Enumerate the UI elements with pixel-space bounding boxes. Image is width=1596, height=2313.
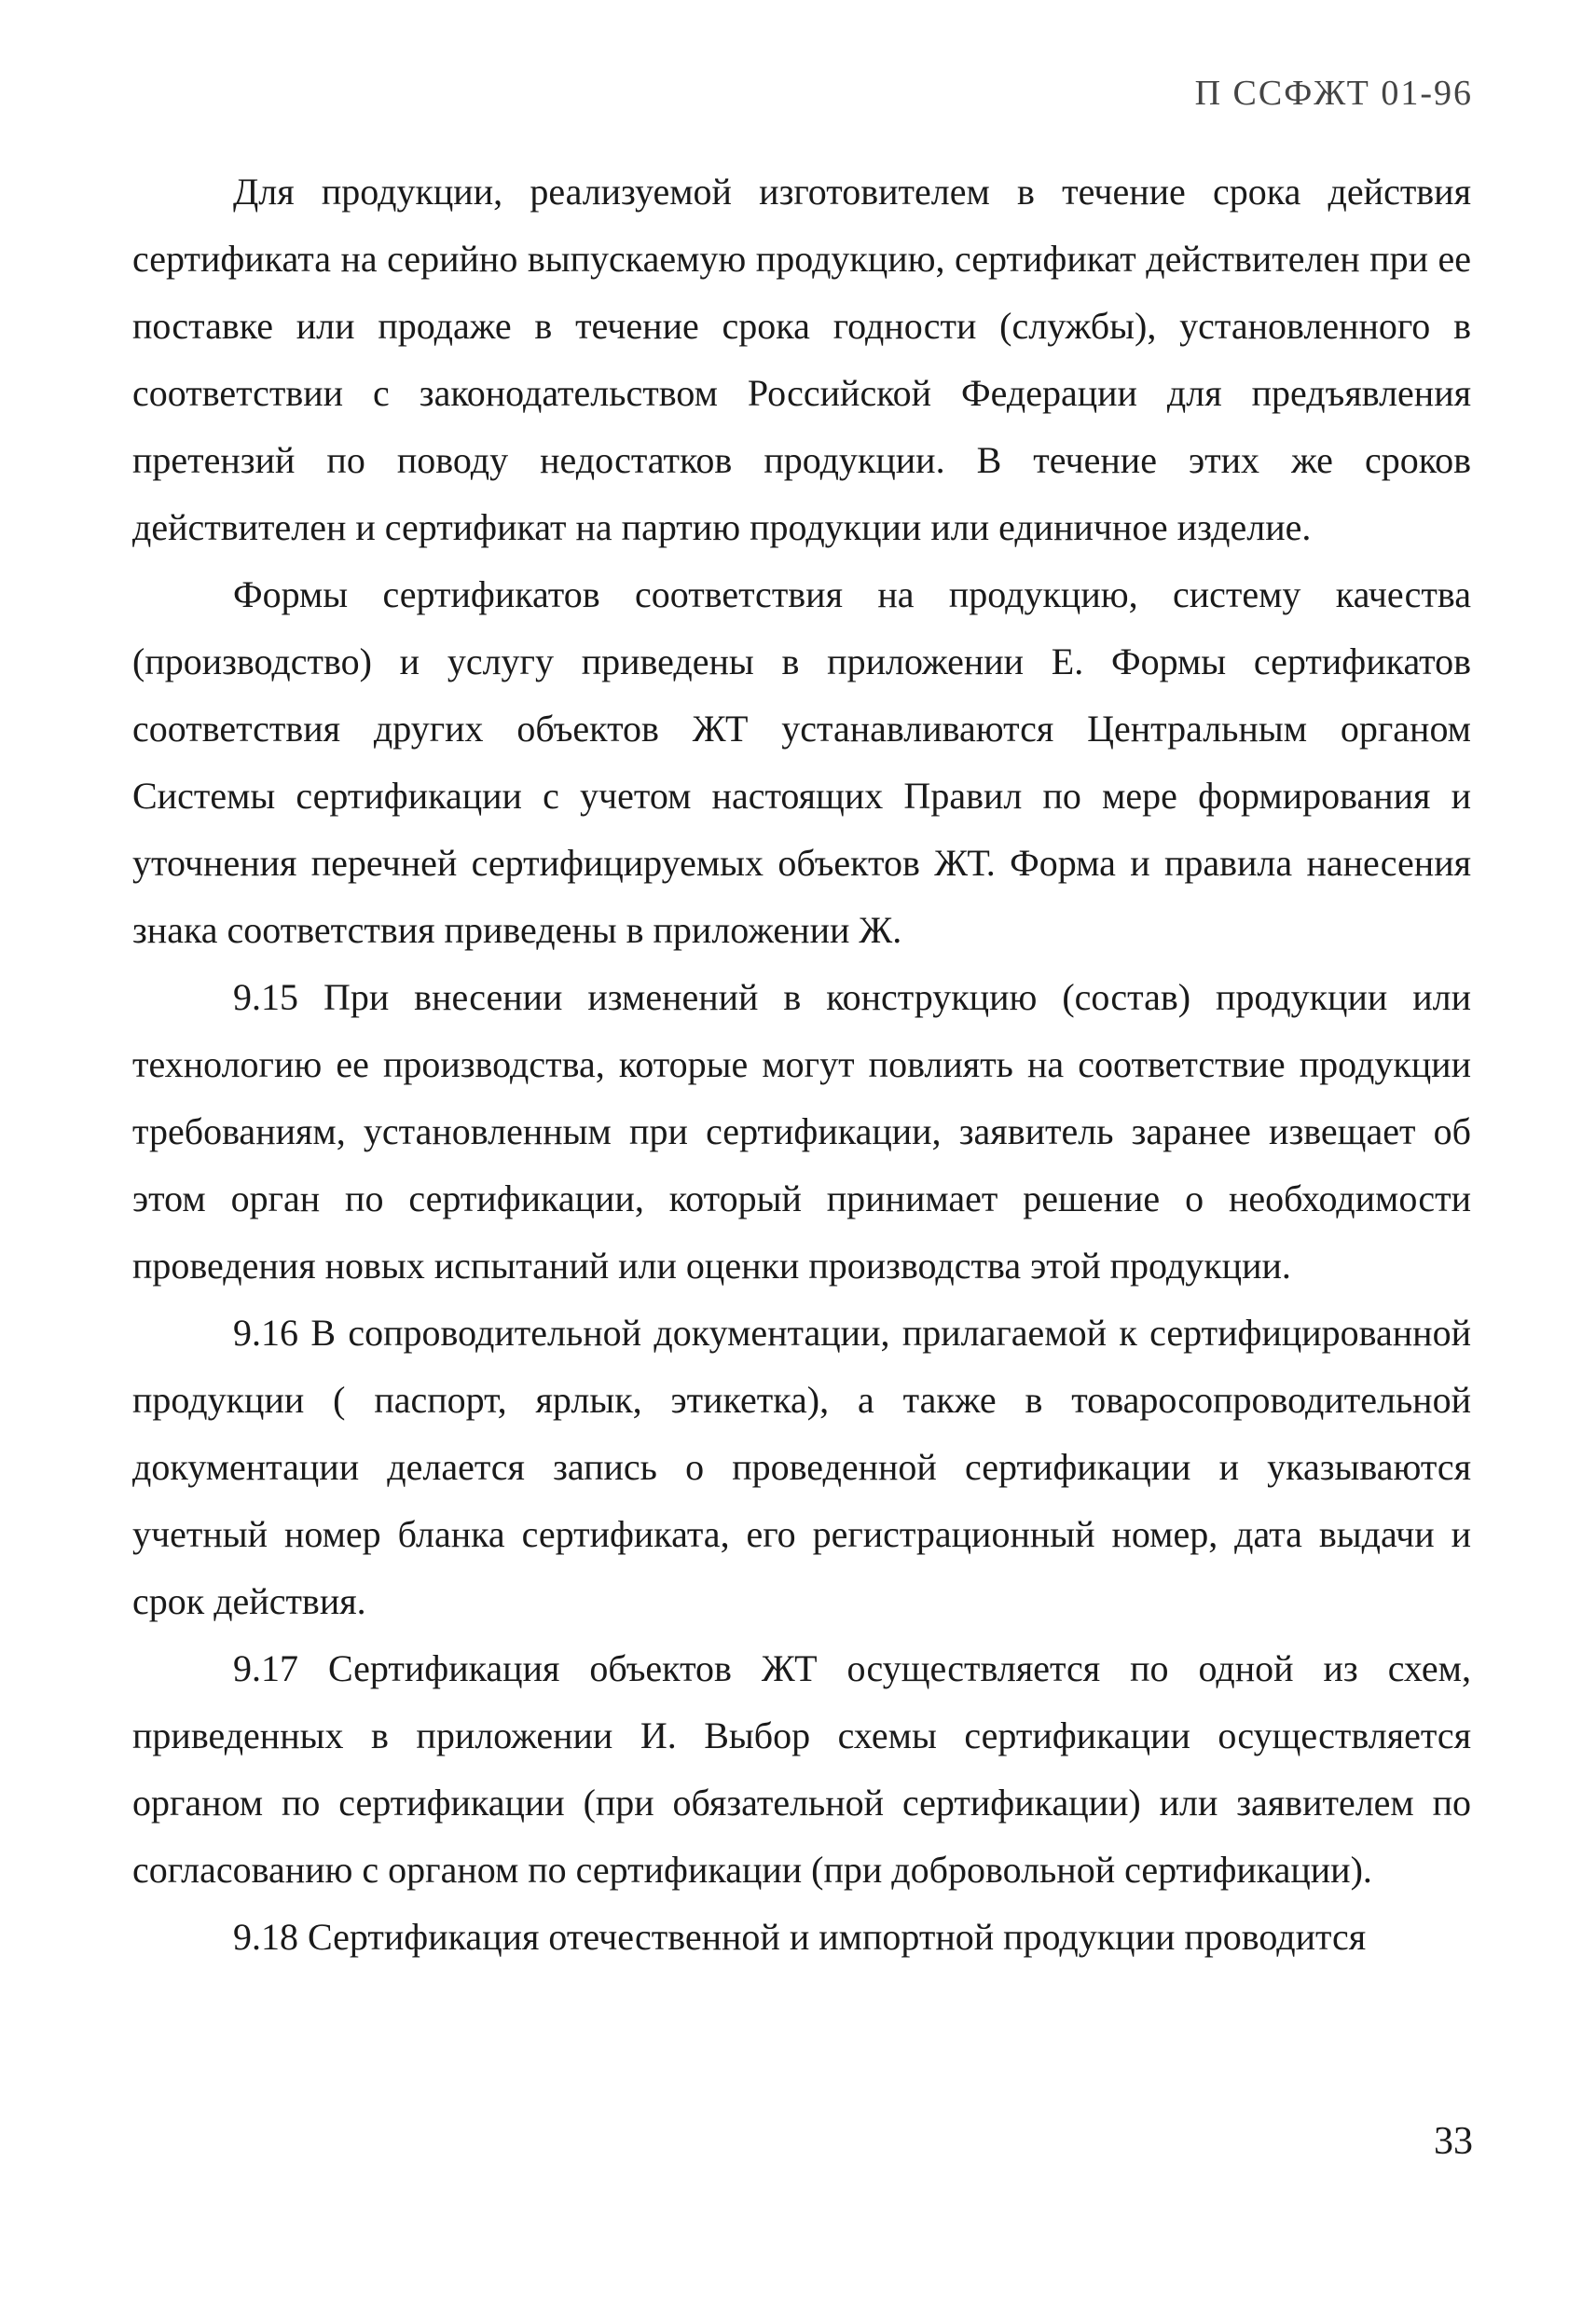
paragraph-9-18: 9.18 Сертификация отечественной и импортной продукции проводится xyxy=(233,1916,1367,1958)
paragraph-certificate-validity: Для продукции, реализуемой изготовителем в течение срока действия сертификата на серийно выпускаемую продукцию, сертификат действителен при ее поставке или продаже в течение срока годности (службы), установленного в соответствии с законодательством Российской Федерации для предъявления претензий по поводу недостатков продукции. В течение этих же сроков действителен и сертификат на партию продукции или единичное изделие. xyxy=(132,171,1471,548)
paragraph-certificate-forms: Формы сертификатов соответствия на продукцию, систему качества (производство) и услугу приведены в приложении Е. Формы сертификатов соответствия других объектов ЖТ устанавливаются Центральным органом Системы сертификации с учетом настоящих Правил по мере формирования и уточнения перечней сертифицируемых объектов ЖТ. Форма и правила нанесения знака соответствия приведены в приложении Ж. xyxy=(132,573,1471,951)
paragraph-9-16: 9.16 В сопроводительной документации, прилагаемой к сертифицированной продукции ( паспорт, ярлык, этикетка), а также в товаросопроводительной документации делается запись о проведенной сертификации и указываются учетный номер бланка сертификата, его регистрационный номер, дата выдачи и срок действия. xyxy=(132,1312,1471,1622)
paragraph-9-17: 9.17 Сертификация объектов ЖТ осуществляется по одной из схем, приведенных в приложении И. Выбор схемы сертификации осуществляется органом по сертификации (при обязательной сертификации) или заявителем по согласованию с органом по сертификации (при добровольной сертификации). xyxy=(132,1647,1471,1891)
page-number: 33 xyxy=(1434,2120,1473,2163)
paragraph-9-15: 9.15 При внесении изменений в конструкцию (состав) продукции или технологию ее производства, которые могут повлиять на соответствие продукции требованиям, установленным при сертификации, заявитель заранее извещает об этом орган по сертификации, который принимает решение о необходимости проведения новых испытаний или оценки производства этой продукции. xyxy=(132,976,1471,1287)
body-text xyxy=(132,158,1471,1971)
document-code: П ССФЖТ 01-96 xyxy=(1194,74,1473,113)
